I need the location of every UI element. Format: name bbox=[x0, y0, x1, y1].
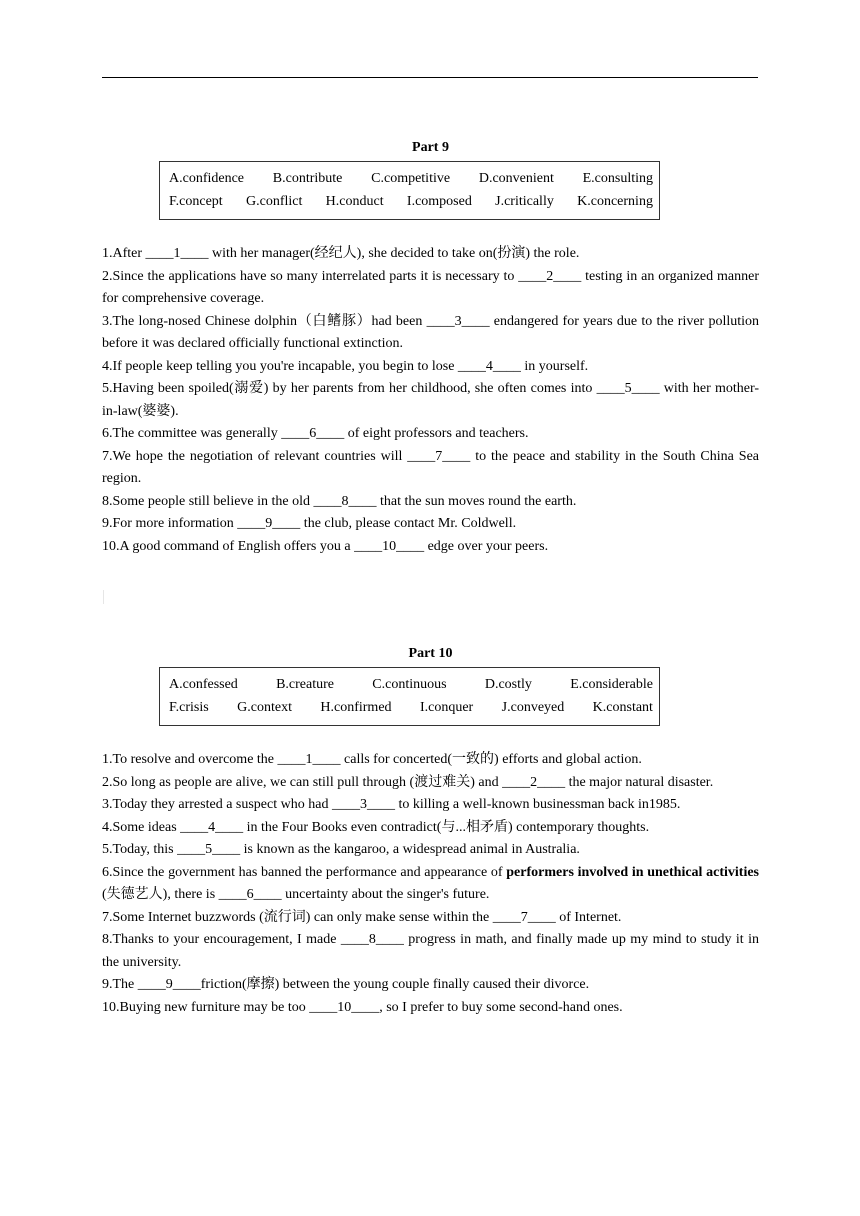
question-list bbox=[102, 749, 759, 1019]
question-item: 1.To resolve and overcome the ____1____ calls for concerted(一致的) efforts and global action. bbox=[102, 752, 642, 767]
question-item: 8.Some people still believe in the old ____8____ that the sun moves round the earth. bbox=[102, 493, 577, 509]
word-option: G.conflict bbox=[246, 193, 303, 209]
question-item: 4.If people keep telling you you're incapable, you begin to lose ____4____ in yourself. bbox=[102, 358, 589, 374]
word-option: H.confirmed bbox=[320, 699, 392, 715]
word-option: D.convenient bbox=[478, 171, 554, 186]
question-list bbox=[102, 243, 759, 558]
word-bank-row bbox=[169, 191, 653, 214]
question-text: (失德艺人), there is ____6____ uncertainty about the singer's future. bbox=[102, 887, 490, 902]
word-option: H.conduct bbox=[325, 193, 384, 209]
word-option: F.concept bbox=[169, 193, 223, 209]
word-option: I.conquer bbox=[419, 699, 474, 715]
word-bank-row bbox=[169, 168, 653, 191]
word-option: F.crisis bbox=[169, 699, 209, 715]
question-item: 10.Buying new furniture may be too ____10____, so I prefer to buy some second-hand ones. bbox=[102, 999, 623, 1015]
question-item: 10.A good command of English offers you a ____10____ edge over your peers. bbox=[102, 538, 549, 554]
question-item: 9.For more information ____9____ the club, please contact Mr. Coldwell. bbox=[102, 516, 517, 531]
word-option: J.conveyed bbox=[501, 699, 565, 715]
word-option: A.confidence bbox=[169, 171, 245, 186]
word-bank-row bbox=[169, 697, 653, 720]
question-item: 5.Having been spoiled(溺爱) by her parents from her childhood, she often comes into ____5____ with her mother-in-law(婆婆). bbox=[102, 381, 759, 419]
question-item: 5.Today, this ____5____ is known as the kangaroo, a widespread animal in Australia. bbox=[102, 842, 580, 857]
word-option: J.critically bbox=[495, 193, 554, 209]
question-text: 6.Since the government has banned the performance and appearance of bbox=[102, 864, 507, 880]
word-option: E.consulting bbox=[582, 171, 653, 186]
part-10-section bbox=[102, 645, 759, 1019]
word-option: C.continuous bbox=[372, 677, 447, 692]
question-item: 9.The ____9____friction(摩擦) between the young couple finally caused their divorce. bbox=[102, 977, 590, 992]
word-option: I.composed bbox=[406, 193, 472, 209]
word-bank-row bbox=[169, 674, 653, 697]
part-title: Part 9 bbox=[412, 140, 449, 155]
word-option: B.creature bbox=[276, 677, 335, 692]
question-item: 7.Some Internet buzzwords (流行词) can only make sense within the ____7____ of Internet. bbox=[102, 909, 622, 925]
faint-mark bbox=[103, 590, 104, 604]
question-item bbox=[102, 862, 759, 907]
question-item: 4.Some ideas ____4____ in the Four Books even contradict(与...相矛盾) contemporary thoughts. bbox=[102, 819, 650, 835]
question-item: 1.After ____1____ with her manager(经纪人), she decided to take on(扮演) the role. bbox=[102, 246, 580, 261]
word-option: K.constant bbox=[592, 699, 653, 715]
word-bank bbox=[159, 667, 660, 726]
part-title: Part 10 bbox=[408, 646, 453, 661]
question-item: 7.We hope the negotiation of relevant countries will ____7____ to the peace and stability in the South China Sea region. bbox=[102, 448, 759, 486]
word-bank bbox=[159, 161, 660, 220]
question-item: 2.Since the applications have so many interrelated parts it is necessary to ____2____ testing in an organized manner for comprehensive coverage. bbox=[102, 268, 759, 306]
question-item: 8.Thanks to your encouragement, I made ____8____ progress in math, and finally made up my mind to study it in the university. bbox=[102, 932, 759, 970]
question-item: 6.The committee was generally ____6____ of eight professors and teachers. bbox=[102, 426, 529, 441]
question-bold-text: performers involved in unethical activities bbox=[506, 864, 760, 880]
word-option: D.costly bbox=[484, 677, 532, 692]
word-option: G.context bbox=[237, 699, 292, 715]
word-option: E.considerable bbox=[570, 677, 653, 692]
part-9-section bbox=[102, 139, 759, 558]
question-item: 2.So long as people are alive, we can still pull through (渡过难关) and ____2____ the major natural disaster. bbox=[102, 774, 714, 790]
word-option: C.competitive bbox=[371, 171, 451, 186]
word-option: B.contribute bbox=[272, 171, 343, 186]
word-option: A.confessed bbox=[169, 677, 238, 692]
header-rule bbox=[102, 77, 758, 78]
question-item: 3.Today they arrested a suspect who had ____3____ to killing a well-known businessman back in1985. bbox=[102, 797, 681, 812]
question-item: 3.The long-nosed Chinese dolphin（白鳍豚）had been ____3____ endangered for years due to the river pollution before it was declared officially functional extinction. bbox=[102, 313, 759, 351]
word-option: K.concerning bbox=[577, 193, 653, 209]
